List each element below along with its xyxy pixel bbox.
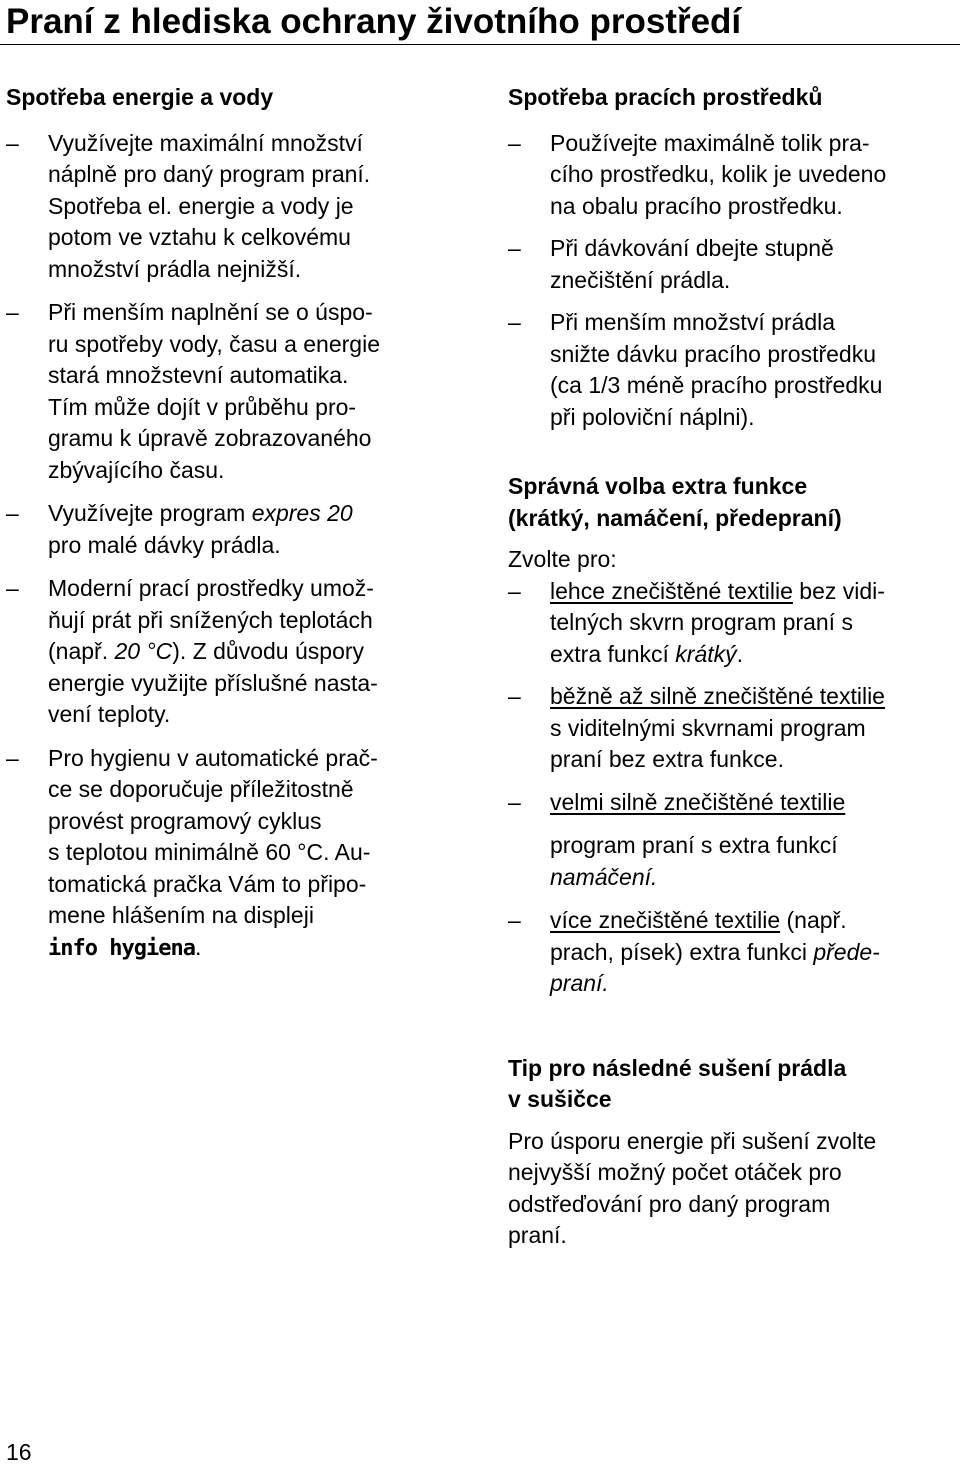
- dash-bullet: –: [508, 235, 521, 261]
- program-name: expres 20: [251, 500, 353, 526]
- list-item-text: Pro hygienu v automatické prač- ce se doporučuje příležitostně provést programový cyklus s teplotou minimálně 60 °C. Au- tomatická pračka Vám to připo- mene hlášením na displeji info hygiena.: [48, 744, 378, 961]
- display-message: info hygiena: [48, 935, 195, 961]
- extra-intro: Zvolte pro:: [508, 546, 617, 572]
- underlined-term: velmi silně znečištěné textilie: [550, 788, 846, 815]
- underlined-term: běžně až silně znečištěné textilie: [550, 683, 885, 709]
- list-item: [508, 307, 960, 433]
- list-item: [508, 128, 960, 223]
- list-item-text: Při dávkování dbejte stupně znečištění prádla.: [550, 235, 834, 293]
- list-item-text: velmi silně znečištěné textilie program praní s extra funkcí namáčení.: [550, 788, 846, 890]
- dash-bullet: –: [6, 299, 19, 325]
- dash-bullet: –: [6, 575, 19, 601]
- underlined-term: více znečištěné textilie: [550, 907, 781, 933]
- page-number: 16: [6, 1439, 32, 1465]
- list-item: [6, 573, 464, 731]
- right-column: [508, 82, 960, 1252]
- list-item-text: lehce znečištěné textilie bez vidi- telných skvrn program praní s extra funkcí krátký.: [550, 577, 885, 667]
- dash-bullet: –: [508, 309, 521, 335]
- function-name: namáčení.: [550, 863, 658, 890]
- title-divider: [0, 44, 960, 45]
- temperature-value: 20 °C: [114, 638, 173, 664]
- detergent-heading: Spotřeba pracích prostředků: [508, 84, 823, 110]
- list-item-text: více znečištěné textilie (např. prach, písek) extra funkci přede- praní.: [550, 907, 880, 996]
- dash-bullet: –: [508, 683, 521, 709]
- dash-bullet: –: [6, 744, 19, 771]
- underlined-term: lehce znečištěné textilie: [550, 577, 793, 604]
- list-item-text: Využívejte maximální množství náplně pro daný program praní. Spotřeba el. energie a vody je potom ve vztahu k celkovému množství prádla nejnižší.: [48, 129, 371, 282]
- dash-bullet: –: [508, 907, 521, 933]
- list-item: [6, 297, 464, 486]
- dash-bullet: –: [6, 129, 19, 156]
- list-item-text: Využívejte program expres 20 pro malé dávky prádla.: [48, 500, 353, 558]
- function-name: přede-: [813, 938, 880, 965]
- list-item-text: běžně až silně znečištěné textilie s viditelnými skvrnami program praní bez extra funkce.: [550, 683, 885, 772]
- drying-tip-heading: Tip pro následné sušení prádla v sušičce: [508, 1054, 847, 1112]
- drying-tip-text: Pro úsporu energie při sušení zvolte nejvyšší možný počet otáček pro odstřeďování pro daný program praní.: [508, 1127, 877, 1248]
- list-item: [6, 498, 464, 561]
- list-item: [6, 128, 464, 286]
- energy-water-heading: Spotřeba energie a vody: [6, 84, 274, 110]
- list-item-text: Při menším množství prádla snižte dávku pracího prostředku (ca 1/3 méně pracího prostředku při poloviční náplni).: [550, 309, 883, 430]
- list-item: [508, 681, 960, 776]
- extra-function-heading: Správná volba extra funkce (krátký, namáčení, předepraní): [508, 473, 842, 531]
- function-name: krátký: [675, 640, 737, 667]
- dash-bullet: –: [508, 788, 521, 815]
- list-item: [508, 905, 960, 1000]
- left-column: [6, 82, 464, 964]
- page-title: Praní z hlediska ochrany životního prostředí: [6, 2, 742, 41]
- list-item: [508, 787, 960, 894]
- list-item-text: Při menším naplnění se o úspo- ru spotřeby vody, času a energie stará množstevní automatika. Tím může dojít v průběhu pro- gramu k úpravě zobrazovaného zbývajícího času.: [48, 299, 380, 483]
- list-item-text: Používejte maximálně tolik pra- cího prostředku, kolik je uvedeno na obalu pracího prostředku.: [550, 129, 887, 219]
- dash-bullet: –: [508, 577, 521, 604]
- list-item-text: Moderní prací prostředky umož- ňují prát při snížených teplotách (např. 20 °C). Z důvodu úspory energie využijte příslušné nasta- vení teploty.: [48, 575, 378, 727]
- list-item: [508, 233, 960, 296]
- dash-bullet: –: [508, 129, 521, 156]
- dash-bullet: –: [6, 500, 19, 526]
- list-item: [508, 576, 960, 671]
- list-item: [6, 743, 464, 965]
